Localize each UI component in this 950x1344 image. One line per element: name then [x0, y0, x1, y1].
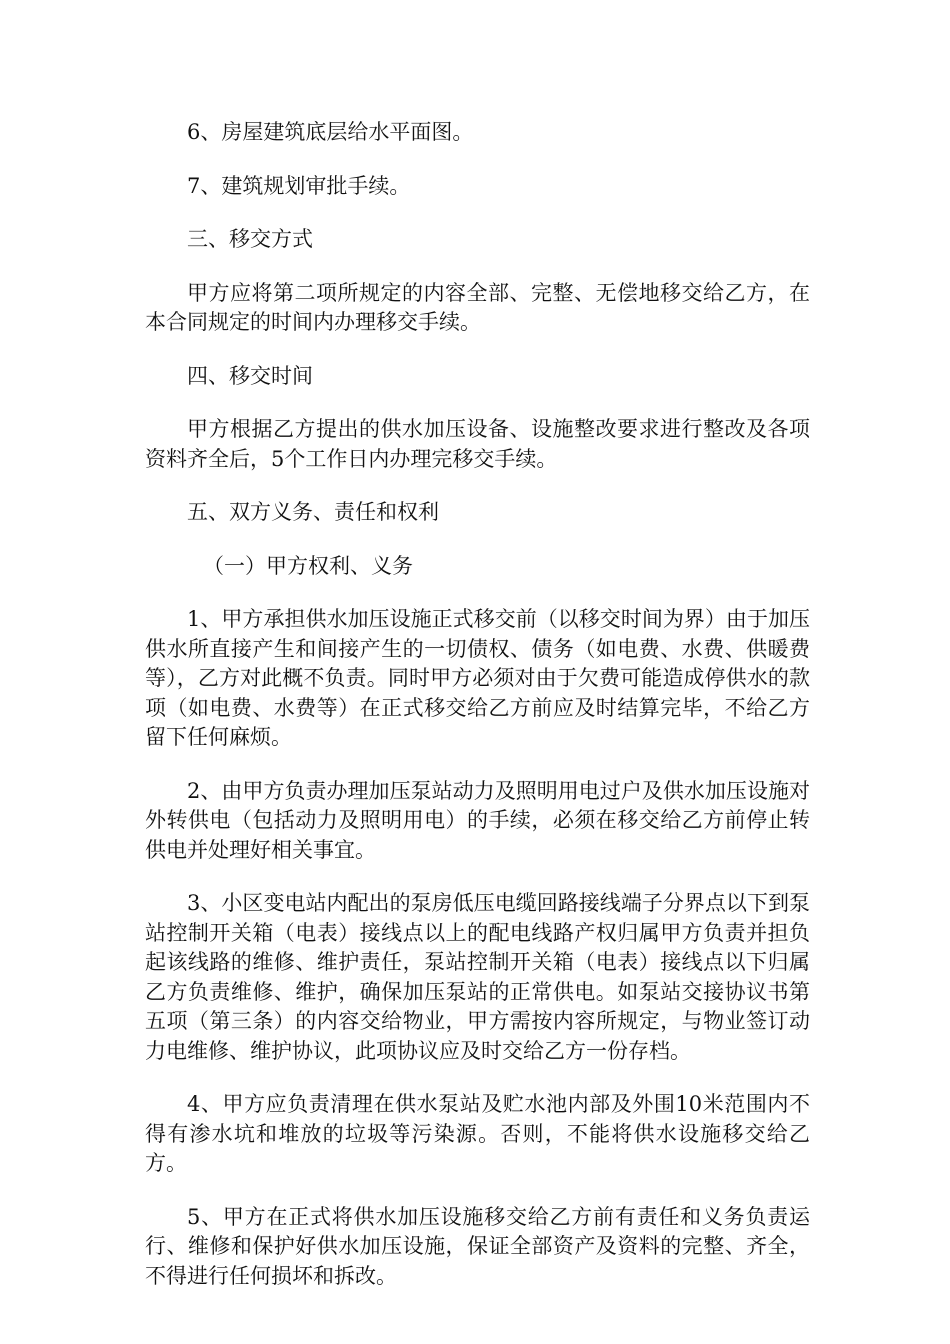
paragraph: 2、由甲方负责办理加压泵站动力及照明用电过户及供水加压设施对外转供电（包括动力及照明用电）的手续，必须在移交给乙方前停止转供电并处理好相关事宜。	[145, 778, 810, 862]
paragraph: 甲方应将第二项所规定的内容全部、完整、无偿地移交给乙方，在本合同规定的时间内办理移交手续。	[145, 280, 810, 334]
section-heading: 五、双方义务、责任和权利	[187, 500, 439, 524]
document-body	[145, 118, 810, 1315]
paragraph: 1、甲方承担供水加压设施正式移交前（以移交时间为界）由于加压供水所直接产生和间接产生的一切债权、债务（如电费、水费、供暖费等），乙方对此概不负责。同时甲方必须对由于欠费可能造成停供水的款项（如电费、水费等）在正式移交给乙方前应及时结算完毕，不给乙方留下任何麻烦。	[145, 607, 810, 749]
paragraph: 4、甲方应负责清理在供水泵站及贮水池内部及外围10米范围内不得有渗水坑和堆放的垃圾等污染源。否则，不能将供水设施移交给乙方。	[145, 1092, 810, 1175]
list-item: 6、房屋建筑底层给水平面图。	[187, 120, 474, 144]
sub-heading: （一）甲方权利、义务	[203, 553, 413, 578]
list-item: 7、建筑规划审批手续。	[187, 173, 411, 198]
section-heading: 四、移交时间	[187, 363, 313, 388]
paragraph: 5、甲方在正式将供水加压设施移交给乙方前有责任和义务负责运行、维修和保护好供水加压设施，保证全部资产及资料的完整、齐全，不得进行任何损坏和拆改。	[145, 1204, 810, 1288]
paragraph: 甲方根据乙方提出的供水加压设备、设施整改要求进行整改及各项资料齐全后，5个工作日内办理完移交手续。	[145, 417, 810, 471]
section-heading: 三、移交方式	[187, 227, 313, 251]
paragraph: 3、小区变电站内配出的泵房低压电缆回路接线端子分界点以下到泵站控制开关箱（电表）接线点以上的配电线路产权归属甲方负责并担负起该线路的维修、维护责任，泵站控制开关箱（电表）接线点以下归属乙方负责维修、维护，确保加压泵站的正常供电。如泵站交接协议书第五项（第三条）的内容交给物业，甲方需按内容所规定，与物业签订动力电维修、维护协议，此项协议应及时交给乙方一份存档。	[145, 891, 810, 1063]
